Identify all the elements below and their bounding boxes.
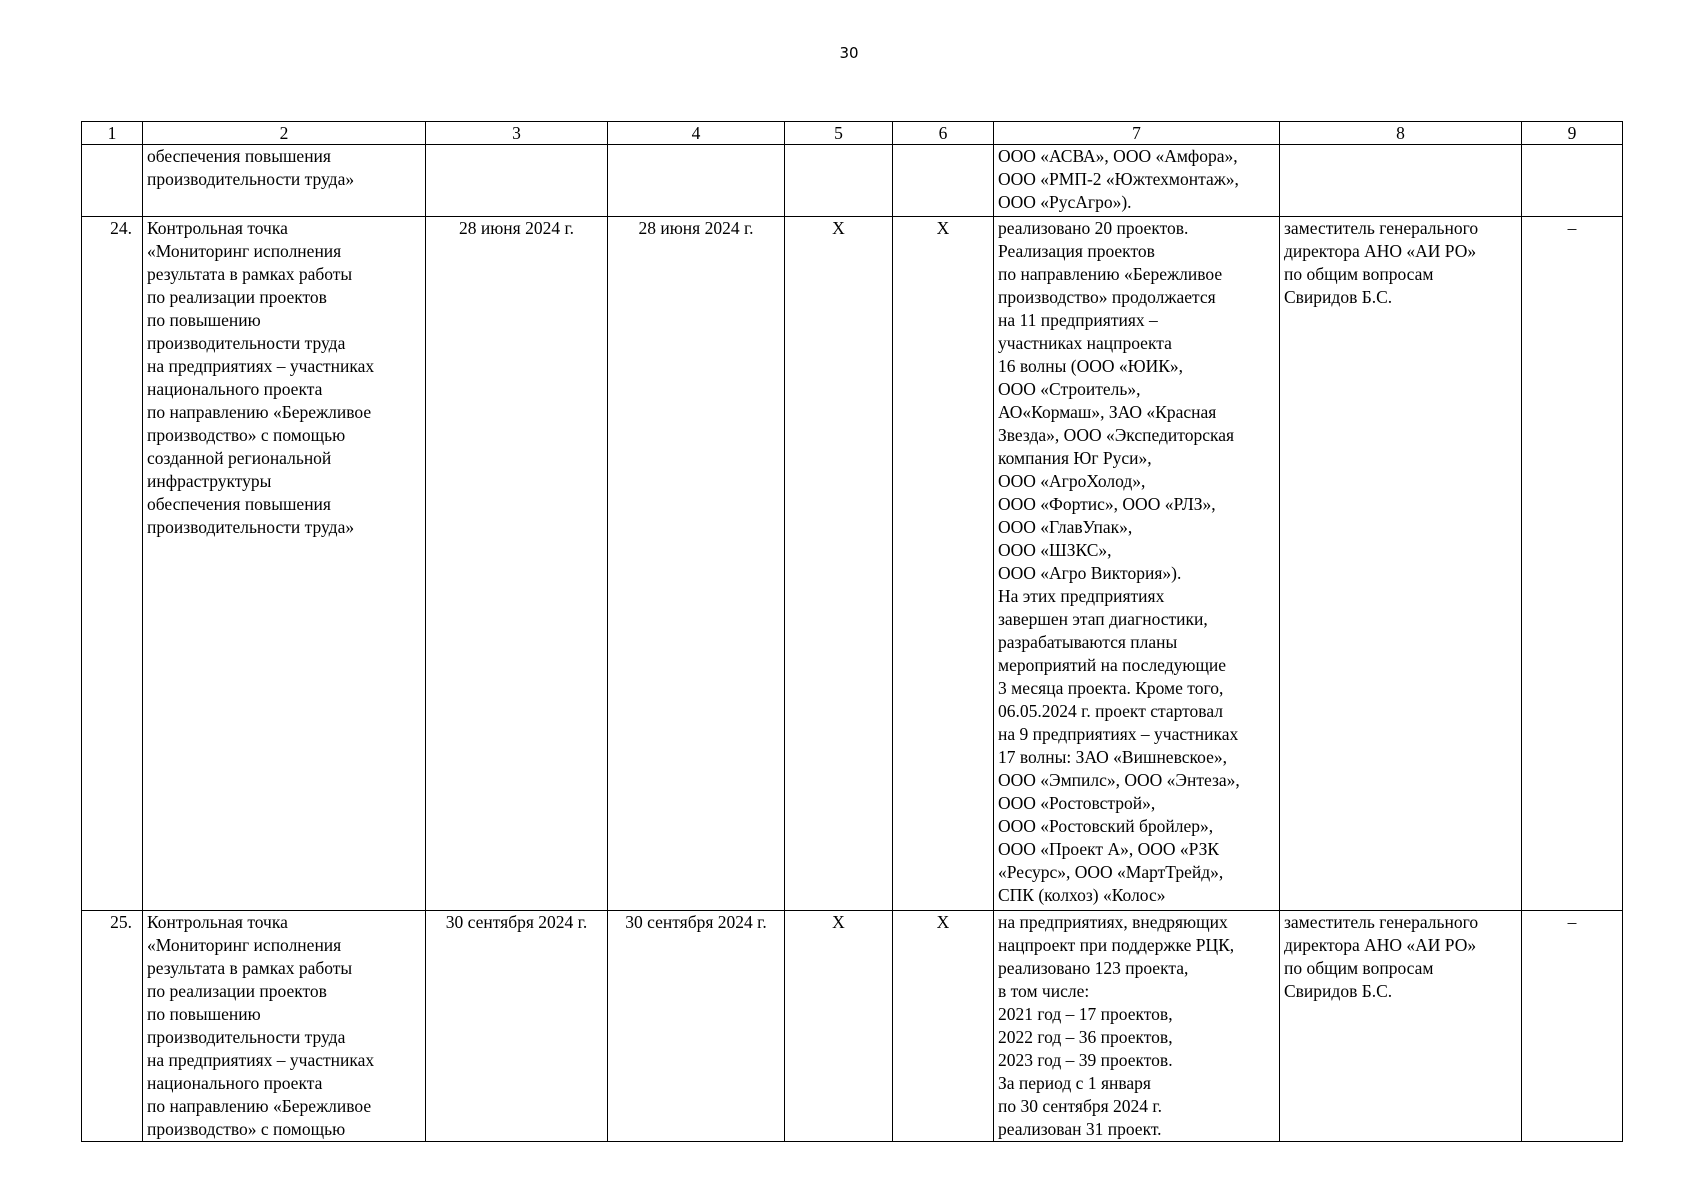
result-cell: на предприятиях, внедряющих нацпроект при поддержке РЦК, реализовано 123 проекта, в том числе: 2021 год – 17 проектов, 2022 год – 36 проектов, 2023 год – 39 проектов. За период с 1 января по 30 сентября 2024 г. реализован 31 проект. xyxy=(994,911,1280,1142)
column-6-cell: Х xyxy=(893,911,994,1142)
table-header-row xyxy=(82,122,1623,145)
row-number-cell: 24. xyxy=(82,217,143,911)
responsible-cell: заместитель генерального директора АНО «АИ РО» по общим вопросам Свиридов Б.С. xyxy=(1280,911,1522,1142)
header-cell-2: 2 xyxy=(143,122,426,145)
header-cell-3: 3 xyxy=(426,122,608,145)
responsible-cell: заместитель генерального директора АНО «АИ РО» по общим вопросам Свиридов Б.С. xyxy=(1280,217,1522,911)
actual-date-cell: 28 июня 2024 г. xyxy=(608,217,785,911)
actual-date-cell: 30 сентября 2024 г. xyxy=(608,911,785,1142)
column-9-cell: – xyxy=(1522,217,1623,911)
table-row xyxy=(82,145,1623,217)
header-cell-5: 5 xyxy=(785,122,893,145)
column-6-cell xyxy=(893,145,994,217)
column-9-cell xyxy=(1522,145,1623,217)
event-name-cell: Контрольная точка «Мониторинг исполнения результата в рамках работы по реализации проектов по повышению производительности труда на предприятиях – участниках национального проекта по направлению «Бережливое производство» с помощью xyxy=(143,911,426,1142)
planned-date-cell xyxy=(426,145,608,217)
planned-date-cell: 28 июня 2024 г. xyxy=(426,217,608,911)
event-name-cell: обеспечения повышения производительности труда» xyxy=(143,145,426,217)
table-row xyxy=(82,911,1623,1142)
planned-date-cell: 30 сентября 2024 г. xyxy=(426,911,608,1142)
header-cell-8: 8 xyxy=(1280,122,1522,145)
header-cell-6: 6 xyxy=(893,122,994,145)
header-cell-7: 7 xyxy=(994,122,1280,145)
responsible-cell xyxy=(1280,145,1522,217)
column-5-cell xyxy=(785,145,893,217)
row-number-cell xyxy=(82,145,143,217)
table-row xyxy=(82,217,1623,911)
row-number-cell: 25. xyxy=(82,911,143,1142)
page-number: 30 xyxy=(839,44,859,62)
column-9-cell: – xyxy=(1522,911,1623,1142)
result-cell: ООО «АСВА», ООО «Амфора», ООО «РМП-2 «Южтехмонтаж», ООО «РусАгро»). xyxy=(994,145,1280,217)
event-name-cell: Контрольная точка «Мониторинг исполнения результата в рамках работы по реализации проектов по повышению производительности труда на предприятиях – участниках национального проекта по направлению «Бережливое производство» с помощью созданной региональной инфраструктуры обеспечения повышения производительности труда» xyxy=(143,217,426,911)
column-5-cell: Х xyxy=(785,911,893,1142)
header-cell-1: 1 xyxy=(82,122,143,145)
result-cell: реализовано 20 проектов. Реализация проектов по направлению «Бережливое производство» продолжается на 11 предприятиях – участниках нацпроекта 16 волны (ООО «ЮИК», ООО «Строитель», АО«Кормаш», ЗАО «Красная Звезда», ООО «Экспедиторская компания Юг Руси», ООО «АгроХолод», ООО «Фортис», ООО «РЛЗ», ООО «ГлавУпак», ООО «ШЗКС», ООО «Агро Виктория»). На этих предприятиях завершен этап диагностики, разрабатываются планы мероприятий на последующие 3 месяца проекта. Кроме того, 06.05.2024 г. проект стартовал на 9 предприятиях – участниках 17 волны: ЗАО «Вишневское», ООО «Эмпилс», ООО «Энтеза», ООО «Ростовстрой», ООО «Ростовский бройлер», ООО «Проект А», ООО «РЗК «Ресурс», ООО «МартТрейд», СПК (колхоз) «Колос» xyxy=(994,217,1280,911)
column-6-cell: Х xyxy=(893,217,994,911)
column-5-cell: Х xyxy=(785,217,893,911)
header-cell-4: 4 xyxy=(608,122,785,145)
header-cell-9: 9 xyxy=(1522,122,1623,145)
report-table xyxy=(81,121,1623,1142)
actual-date-cell xyxy=(608,145,785,217)
